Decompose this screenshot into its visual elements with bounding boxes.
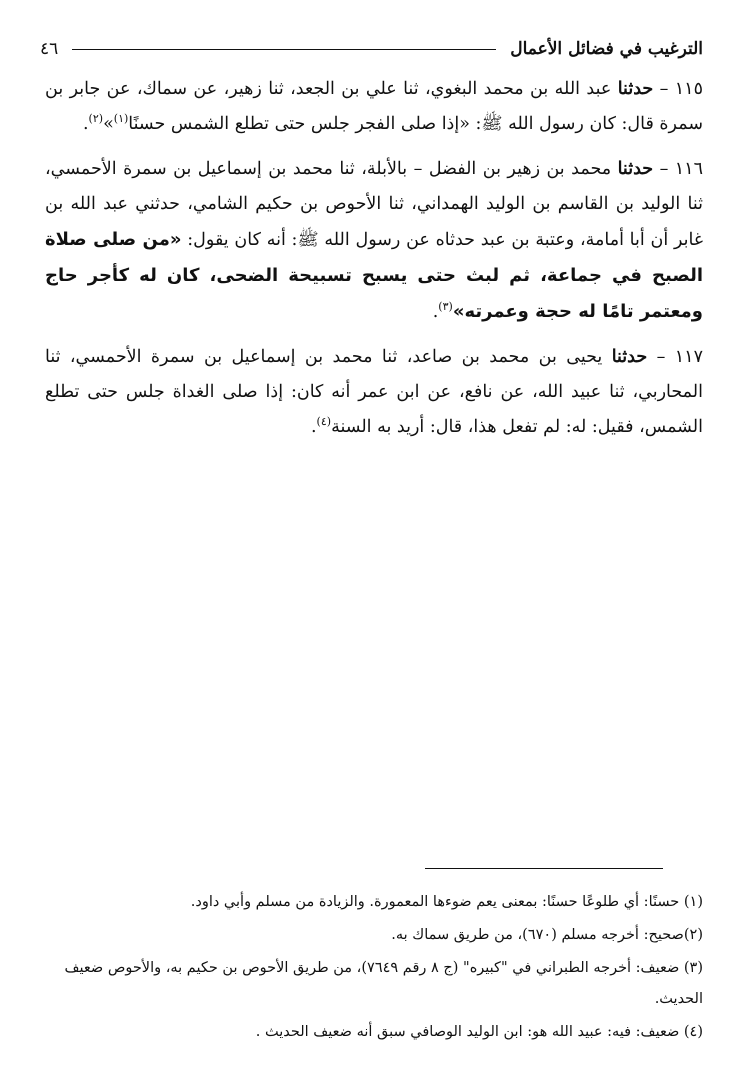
running-header xyxy=(40,34,703,64)
quote-close: » xyxy=(103,114,114,134)
page-number: ٤٦ xyxy=(40,39,59,59)
sentence-end: . xyxy=(432,302,439,322)
hadith-number: ١١٦ – xyxy=(659,159,703,179)
hadith-number: ١١٧ – xyxy=(656,347,703,367)
main-text xyxy=(45,72,703,455)
paragraph-115 xyxy=(45,72,703,142)
footnote-4: (٤) ضعيف: فيه: عبيد الله هو: ابن الوليد الوصافي سبق أنه ضعيف الحديث . xyxy=(255,1024,703,1040)
narration-keyword: حدثنا xyxy=(611,347,648,367)
sentence-end: . xyxy=(310,417,317,437)
footnote-ref[interactable]: (٤) xyxy=(316,415,332,429)
paragraph-116 xyxy=(45,152,703,330)
footnotes xyxy=(45,887,703,1050)
footnote-2: (٢)صحيح: أخرجه مسلم (٦٧٠)، من طريق سماك به. xyxy=(391,927,703,943)
hadith-matn: «من صلى صلاة الصبح في جماعة، ثم لبث حتى يسبح تسبيحة الضحى، كان له كأجر حاج ومعتمر تامًا له حجة وعمرته» xyxy=(45,229,703,322)
paragraph-text: محمد بن زهير بن الفضل – بالأبلة، ثنا محمد بن إسماعيل بن سمرة الأحمسي، ثنا الوليد بن القاسم بن الوليد الهمداني، ثنا الأحوص بن حكيم الشامي، حدثني عبد الله بن غابر أن أبا أمامة، وعتبة بن عبد حدثاه عن رسول الله ﷺ: أنه كان يقول: xyxy=(45,159,703,250)
footnote-3: (٣) ضعيف: أخرجه الطبراني في "كبيره" (ج ٨ رقم ٧٦٤٩)، من طريق الأحوص بن حكيم به، والأحوص ضعيف الحديث. xyxy=(64,960,703,1007)
sentence-end: . xyxy=(82,114,89,134)
footnote-ref[interactable]: (١) xyxy=(113,112,129,126)
paragraph-text: يحيى بن محمد بن صاعد، ثنا محمد بن إسماعيل بن سمرة الأحمسي، ثنا المحاربي، ثنا عبيد الله، عن نافع، عن ابن عمر أنه كان: إذا صلى الغداة جلس حتى تطلع الشمس، فقيل: له: لم تفعل هذا، قال: أريد به السنة xyxy=(45,347,703,437)
header-title: الترغيب في فضائل الأعمال xyxy=(510,39,703,59)
footnote-ref[interactable]: (٣) xyxy=(438,300,453,314)
paragraph-text: عبد الله بن محمد البغوي، ثنا علي بن الجعد، ثنا زهير، عن سماك، عن جابر بن سمرة قال: كان رسول الله ﷺ: «إذا صلى الفجر جلس حتى تطلع الشمس حسنًا xyxy=(45,79,703,134)
footnote-ref[interactable]: (٢) xyxy=(88,112,104,126)
paragraph-117 xyxy=(45,340,703,445)
footnote-separator xyxy=(425,868,663,869)
footnote-1: (١) حسنًا: أي طلوعًا حسنًا: بمعنى يعم ضوءها المعمورة. والزيادة من مسلم وأبي داود. xyxy=(190,894,703,910)
hadith-number: ١١٥ – xyxy=(659,79,703,99)
narration-keyword: حدثنا xyxy=(617,79,654,99)
narration-keyword: حدثنا xyxy=(617,159,654,179)
header-rule xyxy=(72,49,496,50)
